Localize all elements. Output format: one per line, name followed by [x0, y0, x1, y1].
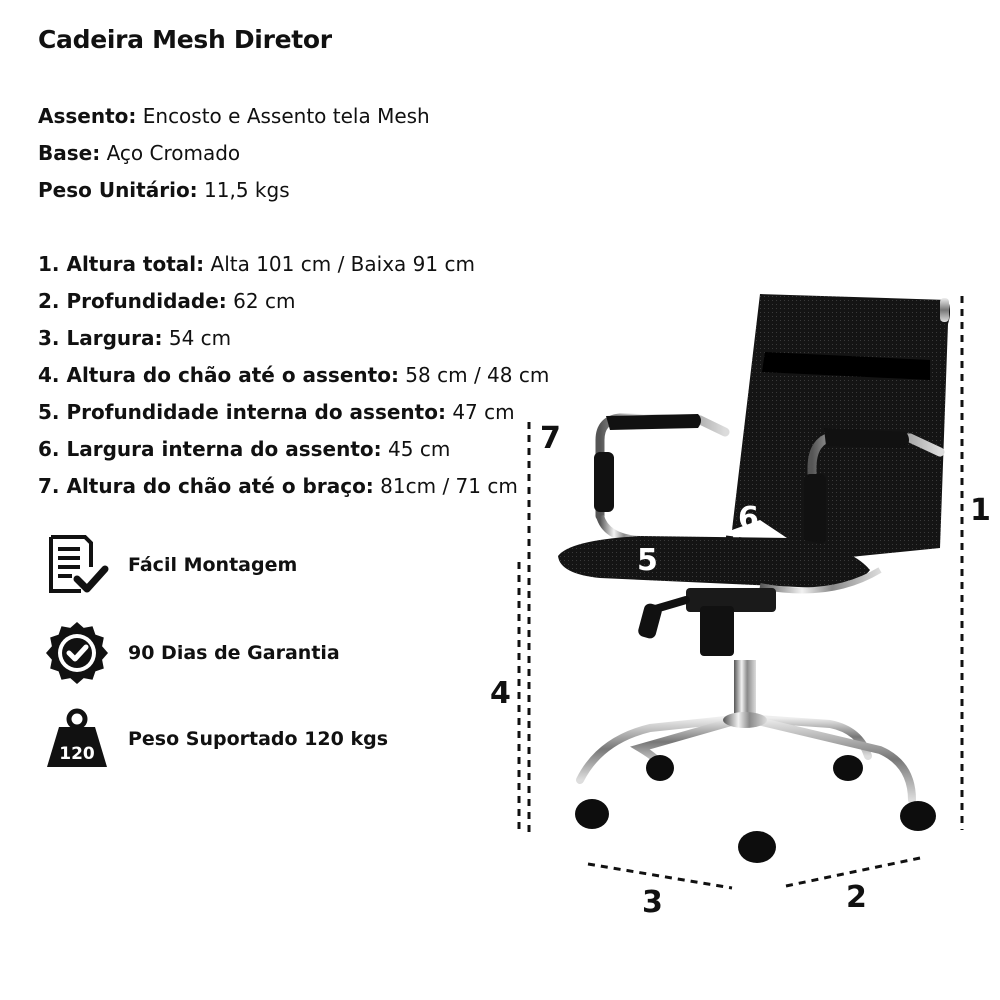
feature-label: 90 Dias de Garantia [128, 642, 340, 664]
chair-mechanism [637, 588, 776, 656]
dimension-item: 3. Largura: 54 cm [38, 326, 232, 350]
dimension-marker-5: 5 [637, 543, 658, 578]
feature-weight-capacity [44, 706, 388, 772]
chair-gas-lift [734, 660, 756, 718]
spec-weight: Peso Unitário: 11,5 kgs [38, 178, 290, 202]
spec-list [38, 101, 430, 212]
dimension-item: 6. Largura interna do assento: 45 cm [38, 437, 451, 461]
checklist-document-icon [44, 532, 110, 598]
dimension-item: 4. Altura do chão até o assento: 58 cm / 48 cm [38, 363, 550, 387]
feature-easy-assembly [44, 532, 297, 598]
dimension-item: 7. Altura do chão até o braço: 81cm / 71 cm [38, 474, 518, 498]
chair-base [580, 718, 912, 830]
dimension-item: 5. Profundidade interna do assento: 47 cm [38, 400, 515, 424]
dimension-item: 1. Altura total: Alta 101 cm / Baixa 91 cm [38, 252, 475, 276]
chair-diagram [490, 280, 1000, 920]
dimension-marker-7: 7 [540, 421, 561, 456]
spec-base: Base: Aço Cromado [38, 141, 241, 165]
warranty-badge-icon [44, 620, 110, 686]
dimension-marker-6: 6 [738, 501, 759, 536]
feature-label: Peso Suportado 120 kgs [128, 728, 389, 750]
dimension-marker-1: 1 [970, 493, 991, 528]
chair-casters [575, 755, 936, 863]
spec-seat: Assento: Encosto e Assento tela Mesh [38, 104, 430, 128]
weight-icon-text: 120 [59, 744, 95, 764]
dimension-marker-3: 3 [642, 885, 663, 920]
dimension-marker-4: 4 [490, 676, 511, 711]
weight-icon [44, 706, 110, 772]
dimension-item: 2. Profundidade: 62 cm [38, 289, 296, 313]
dimension-list [38, 249, 549, 508]
feature-label: Fácil Montagem [128, 554, 298, 576]
chair-backrest [732, 294, 950, 560]
product-title: Cadeira Mesh Diretor [38, 25, 332, 54]
dimension-marker-2: 2 [846, 880, 867, 915]
feature-warranty [44, 620, 340, 686]
